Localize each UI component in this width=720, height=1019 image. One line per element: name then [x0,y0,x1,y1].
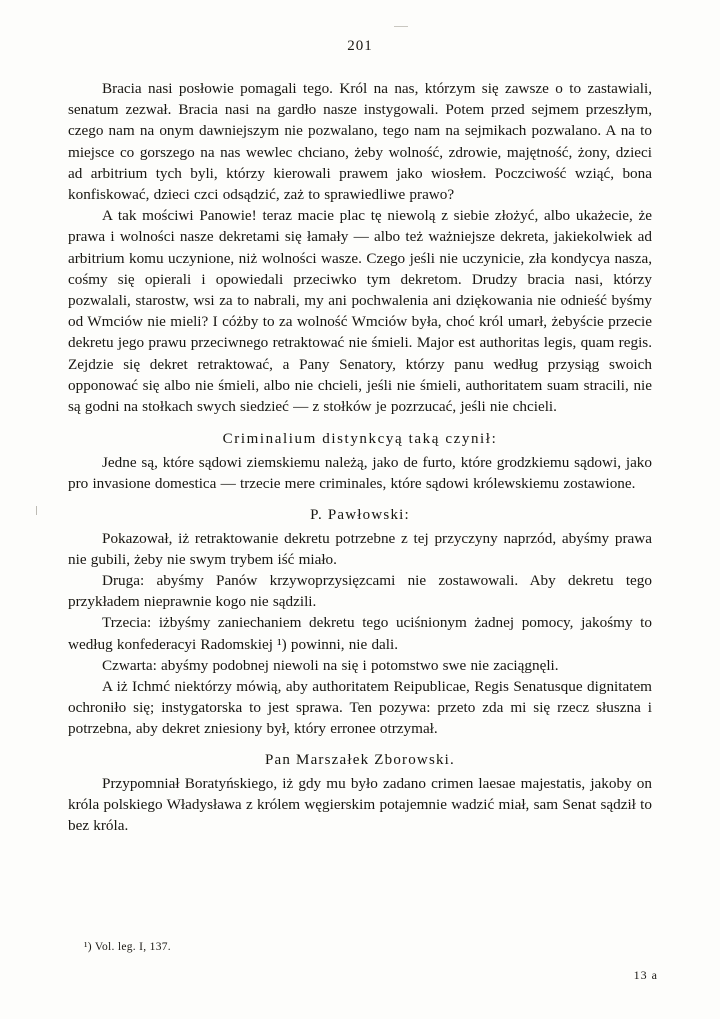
margin-mark [36,506,37,515]
paragraph-1: Bracia nasi posłowie pomagali tego. Król na nas, którzym się zawsze o to zastawiali, senatum zezwał. Bracia nasi na gardło nasze instygowali. Potem przed sejmem przeszłym, czego nam na onym dawniejszym nie pozwalano, tego nam na sejmikach pozwalano. A na to miejsce co gorszego na nas wewlec chciano, żeby wolność, zdrowie, majętność, żony, dzieci ad arbitrium tych byli, którzy kierowali prawem jako wiosłem. Poczciwość wziąć, bona konfiskować, dzieci czci odsądzić, zaż to sprawiedliwe prawo? [68,80,652,204]
pawlowski-paragraph-5: A iż Ichmć niektórzy mówią, aby authoritatem Reipublicae, Regis Senatusque dignitatem ochroniło się; instygatorska to jest sprawa. Ten pozywa: przeto zda mi się rzecz słuszna i potrzebna, aby dekret zniesiony był, który erronee otrzymał. [68,678,652,738]
heading-zborowski: Pan Marszałek Zborowski. [264,751,455,768]
pawlowski-paragraph-2: Druga: abyśmy Panów krzywoprzysięzcami nie zostawowali. Aby dekretu tego przykładem nieprawnie kogo nie sądzili. [68,572,652,611]
zborowski-body: Przypomniał Boratyńskiego, iż gdy mu było zadano crimen laesae majestatis, jakoby on króla polskiego Władysława z królem węgierskim potajemnie wadzić miał, sam Senat sądził to bez króla. [68,774,652,835]
page-content [68,78,652,836]
paragraph-2: A tak mościwi Panowie! teraz macie plac tę niewolą z siebie złożyć, albo ukażecie, że prawa i wolności nasze dekretami się łamały — albo też ważniejsze dekreta, jakiekolwiek ad arbitrium komu uczynione, niż wolności wasze. Czego jeśli nie uczynicie, zła kondycya nasza, cośmy się opierali i opowiedali przeciwko tym dekretom. Drudzy bracia nasi, którzy pozwalali, starostw, wsi za to nabrali, my ani pochwalenia ani dziękowania nie odnieść byśmy od Wmciów nie mieli? I cóżby to za wolność Wmciów była, choć król umarł, żebyście przecie dekretu jego prawu przeciwnego retraktować nie śmieli. Major est authoritas legis, quam regis. Zejdzie się dekret retraktować, a Pany Senatory, którzy panu według przysiąg swoich opponować się albo nie śmieli, albo nie chcieli, jeśli nie śmieli, authoritatem suam stracili, nie są godni na stołkach swych siedzieć — z stołków je pozrzucać, jeśli nie chcieli. [68,207,652,416]
page-top-mark [394,26,408,27]
heading-pawlowski: P. Pawłowski: [310,506,410,523]
heading-criminalium: Criminalium distynkcyą taką czynił: [222,431,498,448]
pawlowski-paragraph-3: Trzecia: iżbyśmy zaniechaniem dekretu tego uciśnionym żadnej pomocy, jakośmy to według konfederacyi Radomskiej ¹) powinni, nie dali. [68,614,652,653]
pawlowski-paragraph-1: Pokazował, iż retraktowanie dekretu potrzebne z tej przyczyny naprzód, abyśmy prawa nie gubili, żeby nie swym trybem iść miało. [68,529,652,568]
footnote: ¹) Vol. leg. I, 137. [84,941,171,953]
signature-mark: 13 a [633,968,658,982]
pawlowski-paragraph-4: Czwarta: abyśmy podobnej niewoli na się i potomstwo swe nie zaciągnęli. [102,656,559,674]
page-number: 201 [347,38,373,54]
criminalium-body: Jedne są, które sądowi ziemskiemu należą, jako de furto, które grodzkiemu sądowi, jako pro invasione domestica — trzecie mere criminales, które sądowi królewskiemu zostawione. [68,454,652,493]
